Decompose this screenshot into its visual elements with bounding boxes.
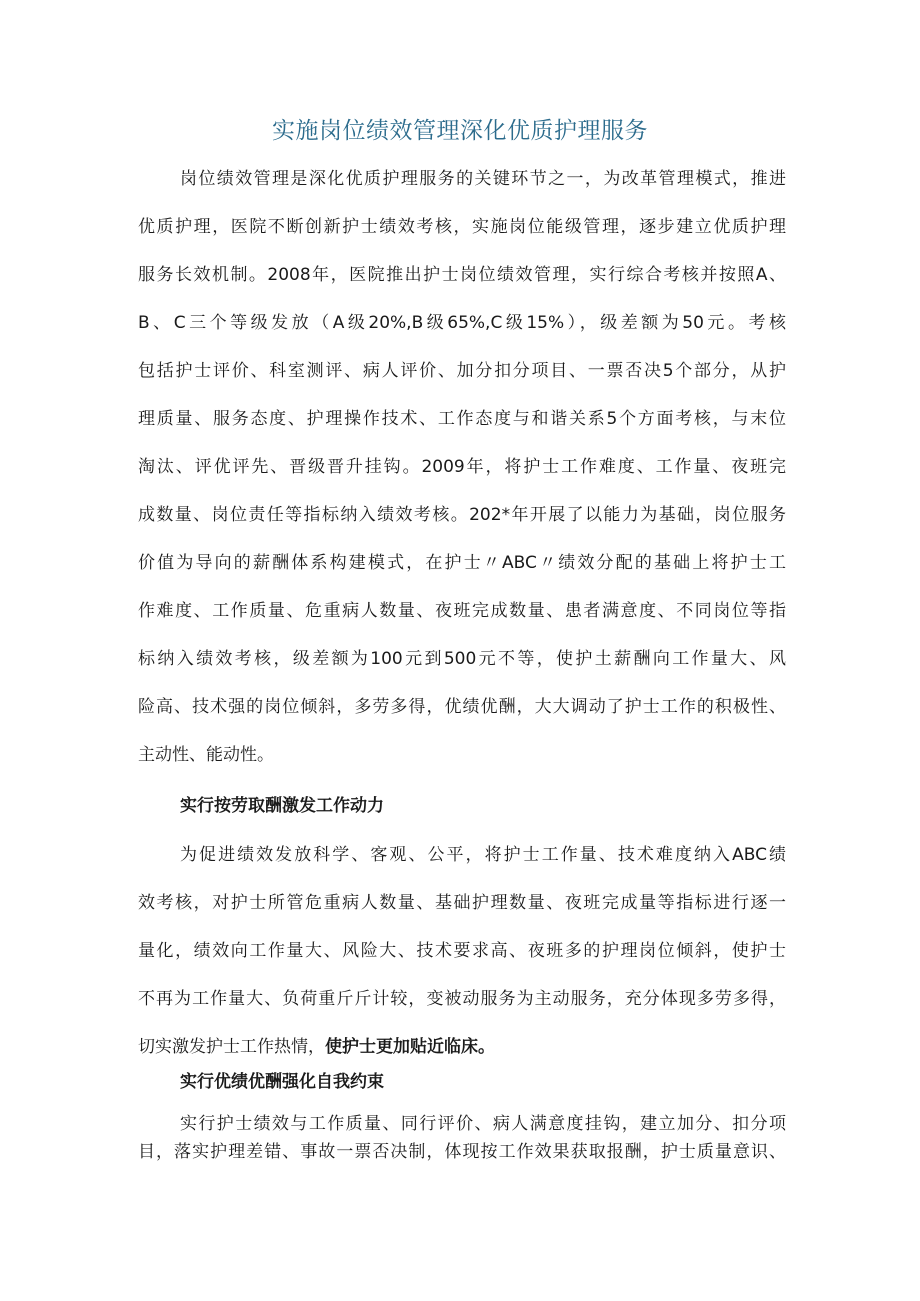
paragraph-line: 理质量、服务态度、护理操作技术、工作态度与和谐关系5个方面考核，与末位 — [138, 409, 786, 429]
paragraph-line: 成数量、岗位责任等指标纳入绩效考核。202*年开展了以能力为基础，岗位服务 — [138, 505, 786, 525]
paragraph-line: 不再为工作量大、负荷重斤斤计较，变被动服务为主动服务，充分体现多劳多得， — [138, 989, 786, 1009]
section-heading: 实行优绩优酬强化自我约束 — [180, 1072, 384, 1092]
paragraph-line: 效考核，对护士所管危重病人数量、基础护理数量、夜班完成量等指标进行逐一 — [138, 893, 786, 913]
section-heading: 实行按劳取酬激发工作动力 — [180, 796, 384, 816]
paragraph-line: 险高、技术强的岗位倾斜，多劳多得，优绩优酬，大大调动了护士工作的积极性、 — [138, 697, 786, 717]
paragraph-line: 实行护士绩效与工作质量、同行评价、病人满意度挂钩，建立加分、扣分项 — [180, 1114, 786, 1134]
paragraph-line: B、C三个等级发放（A级20%,B级65%,C级15%），级差额为50元。考核 — [138, 313, 786, 333]
paragraph-line: 为促进绩效发放科学、客观、公平，将护士工作量、技术难度纳入ABC绩 — [180, 845, 786, 865]
paragraph-line: 作难度、工作质量、危重病人数量、夜班完成数量、患者满意度、不同岗位等指 — [138, 601, 786, 621]
paragraph-line — [138, 1034, 786, 1060]
paragraph-line: 价值为导向的薪酬体系构建模式，在护士〃ABC〃绩效分配的基础上将护士工 — [138, 553, 786, 573]
paragraph-line: 主动性、能动性。 — [138, 745, 274, 765]
paragraph-line: 岗位绩效管理是深化优质护理服务的关键环节之一，为改革管理模式，推进 — [180, 169, 786, 189]
paragraph-line: 包括护士评价、科室测评、病人评价、加分扣分项目、一票否决5个部分，从护 — [138, 361, 786, 381]
paragraph-line: 目，落实护理差错、事故一票否决制，体现按工作效果获取报酬，护士质量意识、 — [138, 1142, 786, 1162]
paragraph-line: 量化，绩效向工作量大、风险大、技术要求高、夜班多的护理岗位倾斜，使护士 — [138, 941, 786, 961]
paragraph-line: 服务长效机制。2008年，医院推出护士岗位绩效管理，实行综合考核并按照A、 — [138, 265, 786, 285]
paragraph-line: 淘汰、评优评先、晋级晋升挂钩。2009年，将护士工作难度、工作量、夜班完 — [138, 457, 786, 477]
emphasis-text: 使护士更加贴近临床。 — [325, 1037, 495, 1057]
document-title: 实施岗位绩效管理深化优质护理服务 — [272, 118, 648, 144]
paragraph-line: 标纳入绩效考核，级差额为100元到500元不等，使护土薪酬向工作量大、风 — [138, 649, 786, 669]
paragraph-text: 切实激发护士工作热情， — [138, 1037, 325, 1057]
paragraph-line: 优质护理，医院不断创新护士绩效考核，实施岗位能级管理，逐步建立优质护理 — [138, 217, 786, 237]
